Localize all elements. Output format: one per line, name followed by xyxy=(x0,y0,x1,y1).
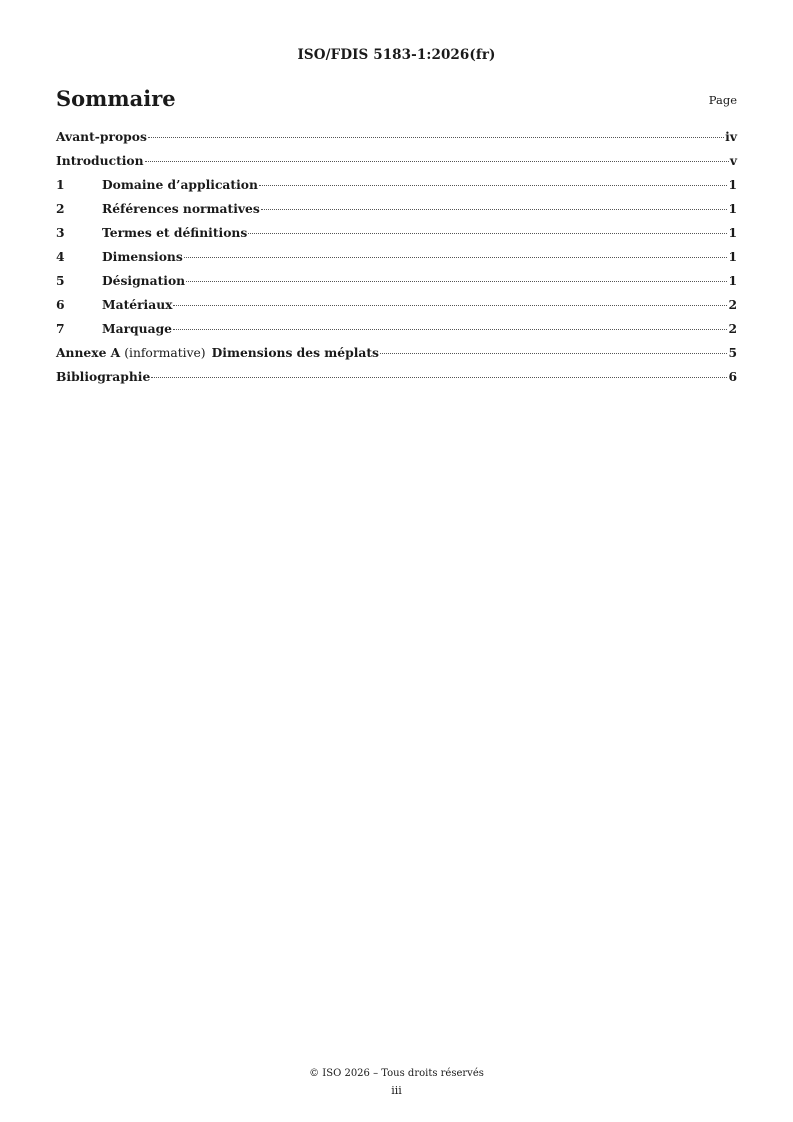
toc-dot-leader xyxy=(186,281,727,282)
toc-entry-page: 1 xyxy=(728,225,737,240)
toc-entry-bibliographie[interactable] xyxy=(56,368,737,392)
toc-entry-page: v xyxy=(729,153,737,168)
toc-entry-text: Termes et définitions xyxy=(102,225,248,240)
table-of-contents xyxy=(56,128,737,392)
copyright-notice: © ISO 2026 – Tous droits réservés xyxy=(309,1068,484,1079)
toc-dot-leader xyxy=(145,161,729,162)
toc-entry-marquage[interactable] xyxy=(56,320,737,344)
toc-entry-annexe-a[interactable] xyxy=(56,344,737,368)
toc-annex-title: Dimensions des méplats xyxy=(211,345,379,360)
toc-entry-text: Bibliographie xyxy=(56,369,151,384)
toc-entry-introduction[interactable] xyxy=(56,152,737,176)
toc-dot-leader xyxy=(259,185,728,186)
toc-entry-page: iv xyxy=(725,129,737,144)
toc-annex-prefix: Annexe A xyxy=(56,345,121,360)
page-number: iii xyxy=(391,1084,402,1097)
toc-entry-number: 5 xyxy=(56,273,65,288)
toc-dot-leader xyxy=(248,233,727,234)
toc-entry-text: Avant-propos xyxy=(56,129,147,144)
toc-entry-page: 1 xyxy=(728,249,737,264)
toc-dot-leader xyxy=(173,329,727,330)
toc-dot-leader xyxy=(173,305,727,306)
toc-entry-avant-propos[interactable] xyxy=(56,128,737,152)
toc-entry-termes-definitions[interactable] xyxy=(56,224,737,248)
toc-annex-type: (informative) xyxy=(124,346,206,360)
toc-entry-number: 3 xyxy=(56,225,65,240)
toc-entry-page: 6 xyxy=(728,369,737,384)
toc-entry-page: 1 xyxy=(728,273,737,288)
toc-entry-page: 1 xyxy=(728,177,737,192)
toc-dot-leader xyxy=(184,257,728,258)
toc-entry-page: 5 xyxy=(728,345,737,360)
toc-entry-materiaux[interactable] xyxy=(56,296,737,320)
toc-title: Sommaire xyxy=(56,86,176,111)
toc-entry-number: 4 xyxy=(56,249,65,264)
toc-entry-text: Dimensions xyxy=(102,249,183,264)
toc-entry-number: 1 xyxy=(56,177,65,192)
toc-entry-designation[interactable] xyxy=(56,272,737,296)
toc-entry-text: Domaine d’application xyxy=(102,177,258,192)
toc-entry-text: Matériaux xyxy=(102,297,173,312)
toc-entry-dimensions[interactable] xyxy=(56,248,737,272)
toc-page-column-label: Page xyxy=(708,93,737,107)
toc-entry-text: Désignation xyxy=(102,273,186,288)
toc-entry-number: 6 xyxy=(56,297,65,312)
toc-entry-references-normatives[interactable] xyxy=(56,200,737,224)
toc-title-row xyxy=(56,86,737,114)
toc-dot-leader xyxy=(380,353,727,354)
document-header: ISO/FDIS 5183-1:2026(fr) xyxy=(297,47,496,63)
toc-entry-page: 2 xyxy=(728,297,737,312)
toc-entry-text: Introduction xyxy=(56,153,144,168)
toc-dot-leader xyxy=(148,137,724,138)
toc-entry-number: 2 xyxy=(56,201,65,216)
toc-dot-leader xyxy=(261,209,728,210)
toc-dot-leader xyxy=(151,377,727,378)
toc-entry-text: Marquage xyxy=(102,321,172,336)
document-footer xyxy=(0,1065,793,1099)
toc-entry-page: 2 xyxy=(728,321,737,336)
toc-entry-number: 7 xyxy=(56,321,65,336)
toc-entry-domaine-application[interactable] xyxy=(56,176,737,200)
toc-entry-text: Références normatives xyxy=(102,201,260,216)
toc-entry-page: 1 xyxy=(728,201,737,216)
